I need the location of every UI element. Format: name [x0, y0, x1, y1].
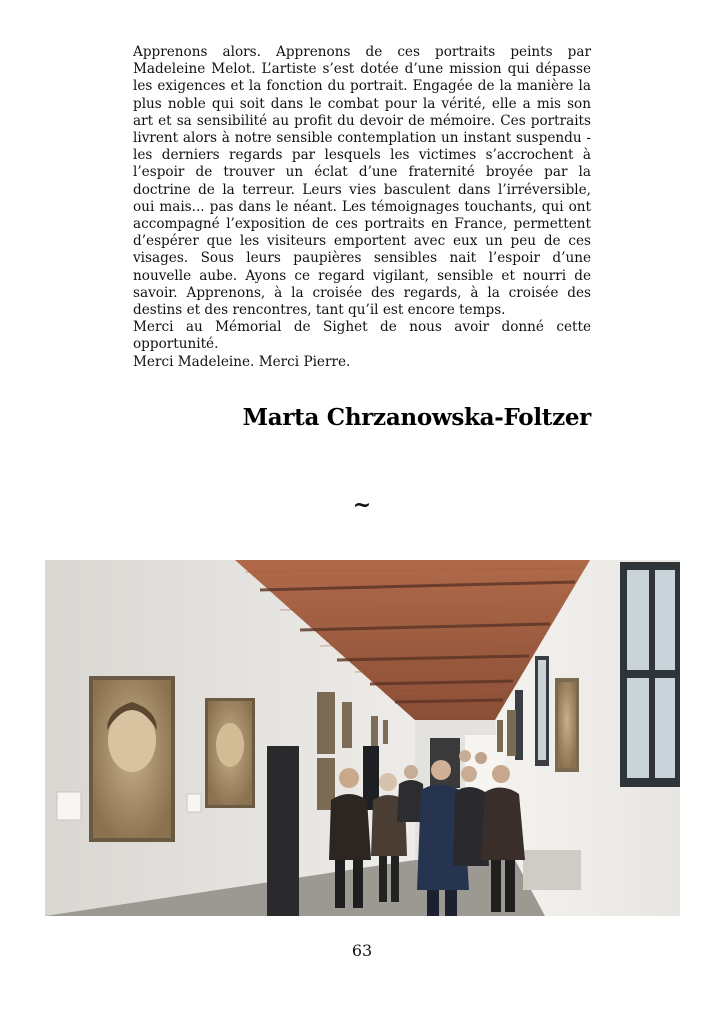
paragraph-main: Apprenons alors. Apprenons de ces portraits peints par Madeleine Melot. L’artiste s’est dotée d’une mission qui dépasse les exigences et la fonction du portrait. Engagée de la manière la plus noble qui soit dans le combat pour la vérité, elle a mis son art et sa sensibilité au profit du devoir de mémoire. Ces portraits livrent alors à notre sensible contemplation un instant suspendu - les derniers regards par lesquels les victimes s’accrochent à l’espoir de trouver un éclat d’une fraternité broyée par la doctrine de la terreur. Leurs vies basculent dans l’irréversible, oui mais... pas dans le néant. Les témoignages touchants, qui ont accompagné l’exposition de ces portraits en France, permettent d’espérer que les visiteurs emportent avec eux un peu de ces visages. Sous leurs paupières sensibles nait l’espoir d’une nouvelle aube. Ayons ce regard vigilant, sensible et nourri de savoir. Apprenons, à la croisée des regards, à la croisée des destins et des rencontres, tant qu’il est encore temps.: [133, 44, 591, 319]
body-text: [133, 44, 591, 371]
author-signature: Marta Chrzanowska-Foltzer: [242, 404, 591, 431]
page-number: 63: [351, 941, 373, 960]
separator-tilde: ~: [352, 492, 372, 518]
exhibition-photo: [45, 560, 680, 916]
paragraph-thanks-memorial: Merci au Mémorial de Sighet de nous avoir donné cette opportunité.: [133, 319, 591, 353]
paragraph-thanks-names: Merci Madeleine. Merci Pierre.: [133, 353, 351, 370]
